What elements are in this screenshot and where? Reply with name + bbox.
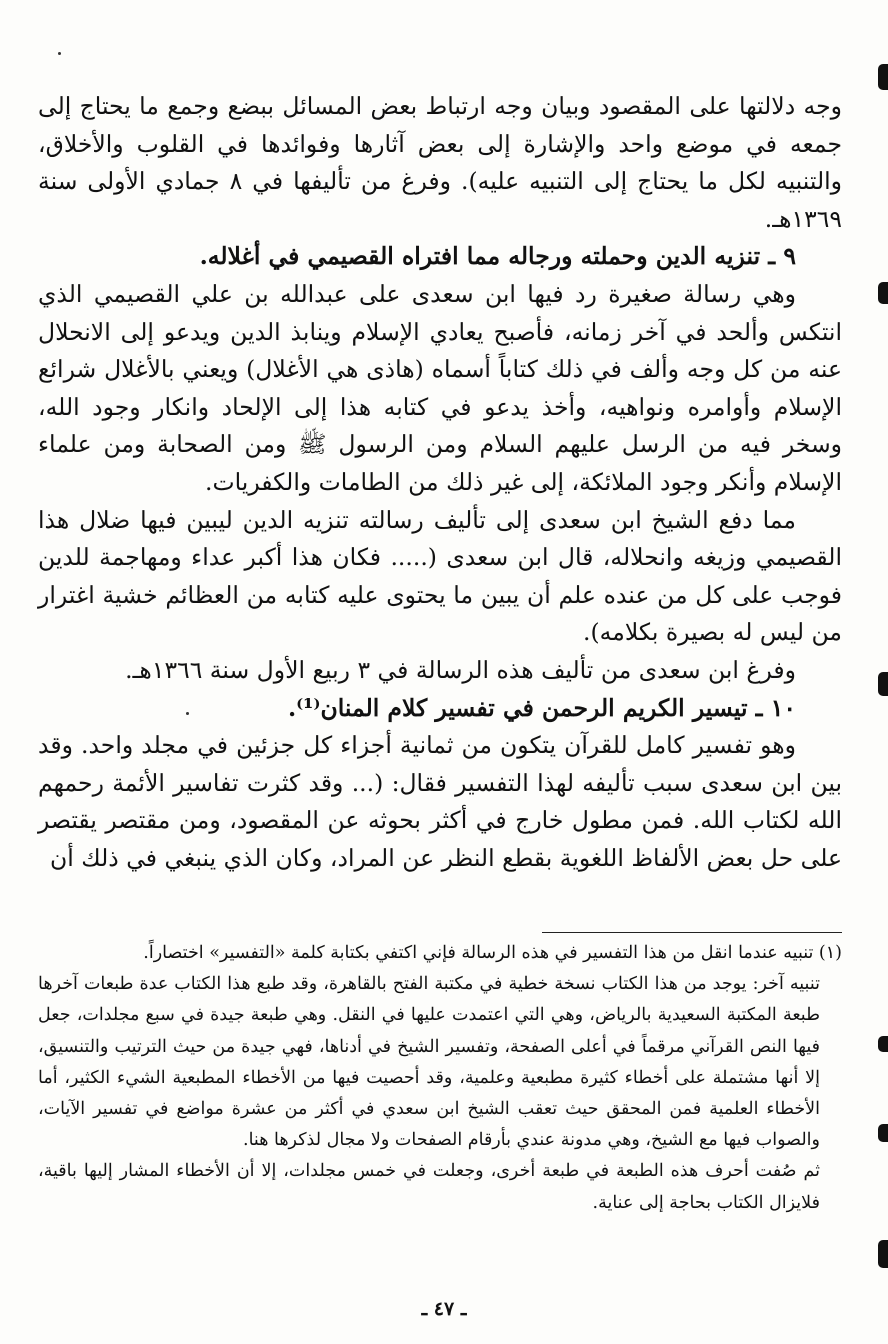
section-heading-10: ١٠ ـ تيسير الكريم الرحمن في تفسير كلام المنان⁽¹⁾. <box>287 693 796 722</box>
scan-edge-mark <box>878 1124 888 1142</box>
scan-speck <box>58 52 61 55</box>
scan-edge-mark <box>878 1036 888 1052</box>
scan-edge-mark <box>878 64 888 90</box>
paragraph: وهي رسالة صغيرة رد فيها ابن سعدى على عبدالله بن علي القصيمي الذي انتكس وألحد في آخر زمانه، فأصبح يعادي الإسلام وينابذ الدين ويدعو إلى الانحلال عنه من كل وجه وألف في ذلك كتاباً أسماه (هاذى هي الأغلال) ويعني بالأغلال شرائع الإسلام وأوامره ونواهيه، وأخذ يدعو في كتابه هذا إلى الإلحاد وانكار وجود الله، وسخر فيه من الرسل عليهم السلام ومن الرسول ﷺ ومن الصحابة ومن علماء الإسلام وأنكر وجود الملائكة، إلى غير ذلك من الطامات والكفريات. <box>38 279 842 496</box>
paragraph: وهو تفسير كامل للقرآن يتكون من ثمانية أجزاء كل جزئين في مجلد واحد. وقد بين ابن سعدى سبب تأليفه لهذا التفسير فقال: (... وقد كثرت تفاسير الأئمة رحمهم الله لكتاب الله. فمن مطول خارج في أكثر بحوثه عن المقصود، ومن مقتصر يقتصر على حل بعض الألفاظ اللغوية بقطع النظر عن المراد، وكان الذي ينبغي في ذلك أن <box>38 731 842 872</box>
footnote-note: ثم صُفت أحرف هذه الطبعة في طبعة أخرى، وجعلت في خمس مجلدات، إلا أن الأخطاء المشار إليها باقية، فلايزال الكتاب بحاجة إلى عناية. <box>38 1161 820 1213</box>
scan-edge-mark <box>878 1240 888 1268</box>
footnote-1: (١) تنبيه عندما انقل من هذا التفسير في هذه الرسالة فإني اكتفي بكتابة كلمة «التفسير» اختصاراً. <box>143 943 842 963</box>
paragraph-continuation: وجه دلالتها على المقصود وبيان وجه ارتباط بعض المسائل ببضع وجمع ما يحتاج إلى جمعه في موضع واحد والإشارة إلى بعض آثارها وفوائدها في القلوب والأخلاق، والتنبيه لكل ما يحتاج إلى التنبيه عليه). وفرغ من تأليفها في ٨ جمادي الأولى سنة ١٣٦٩هـ. <box>38 92 842 233</box>
scan-edge-mark <box>878 282 888 304</box>
footnote-separator <box>542 932 842 933</box>
paragraph: مما دفع الشيخ ابن سعدى إلى تأليف رسالته تنزيه الدين ليبين فيها ضلال هذا القصيمي وزيغه وانحلاله، قال ابن سعدى (..... فكان هذا أكبر عداء ومهاجمة للدين فوجب على كل من عنده علم أن يبين ما يحتوى عليه كتابه من العظائم خشية اغترار من ليس له بصيرة بكلامه). <box>38 505 842 647</box>
page-number: ـ ٤٧ ـ <box>421 1298 467 1320</box>
footnotes <box>38 938 842 1219</box>
footnote-note: تنبيه آخر: يوجد من هذا الكتاب نسخة خطية في مكتبة الفتح بالقاهرة، وقد طبع هذا الكتاب عدة طبعات آخرها طبعة المكتبة السعيدية بالرياض، وهي التي اعتمدت عليها في النقل. وهي طبعة جيدة في سبع مجلدات، جعل فيها النص القرآني مرقماً في أعلى الصفحة، وتفسير الشيخ في أدناها، فهي جيدة من حيث الترتيب والتنسيق، إلا أنها مشتملة على أخطاء كثيرة مطبعية وعلمية، وقد أحصيت فيها من الأخطاء المطبعية الشيء الكثير، أما الأخطاء العلمية فمن المحقق حيث تعقب الشيخ ابن سعدي في أكثر من عشرة مواضع في تفسير الآيات، والصواب فيها مع الشيخ، وهي مدونة عندي بأرقام الصفحات ولا مجال لذكرها هنا. <box>38 974 820 1151</box>
scan-edge-mark <box>878 672 888 696</box>
section-heading-9: ٩ ـ تنزيه الدين وحملته ورجاله مما افتراه القصيمي في أغلاله. <box>199 242 796 271</box>
main-text <box>38 88 842 877</box>
paragraph: وفرغ ابن سعدى من تأليف هذه الرسالة في ٣ ربيع الأول سنة ١٣٦٦هـ. <box>125 655 796 684</box>
